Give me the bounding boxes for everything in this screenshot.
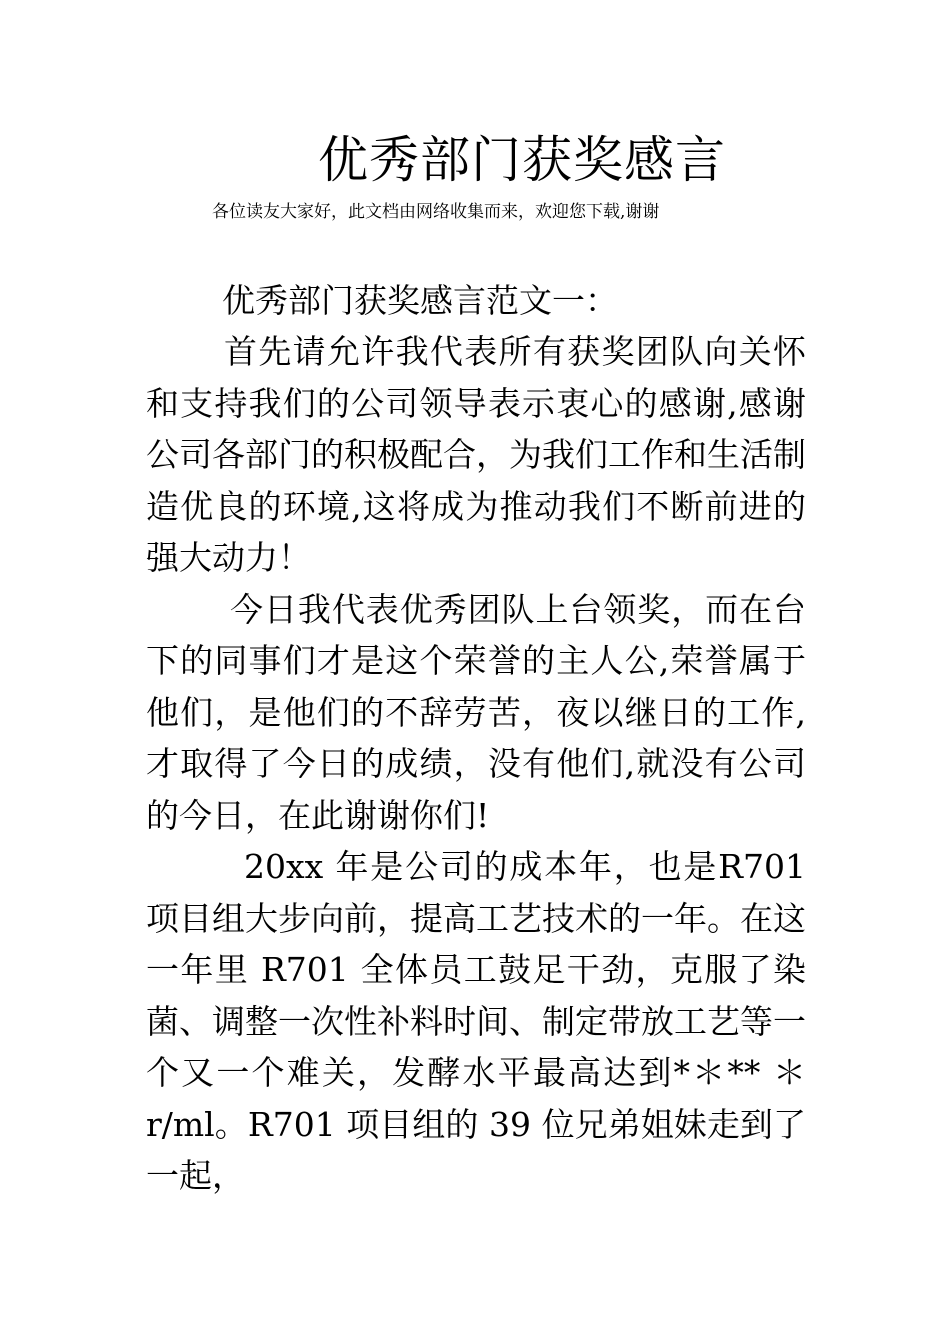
paragraph-3: 20xx 年是公司的成本年，也是R701 项目组大步向前，提高工艺技术的一年。在这一年里 R701 全体员工鼓足干劲，克服了染菌、调整一次性补料时间、制定带放工艺等一个又一个难关，发酵水平最高达到*＊** ＊r/ml。R701 项目组的 39 位兄弟姐妹走到了一起， bbox=[146, 847, 806, 1195]
document-subtitle: 各位读友大家好，此文档由网络收集而来，欢迎您下载,谢谢 bbox=[212, 202, 660, 222]
document-title: 优秀部门获奖感言 bbox=[318, 131, 726, 189]
document-body bbox=[146, 276, 806, 1202]
section-heading: 优秀部门获奖感言范文一： bbox=[222, 281, 618, 320]
paragraph-1: 首先请允许我代表所有获奖团队向关怀和支持我们的公司领导表示衷心的感谢,感谢公司各部门的积极配合，为我们工作和生活制造优良的环境,这将成为推动我们不断前进的强大动力！ bbox=[146, 332, 806, 577]
paragraph-2: 今日我代表优秀团队上台领奖，而在台下的同事们才是这个荣誉的主人公,荣誉属于他们，是他们的不辞劳苦，夜以继日的工作,才取得了今日的成绩，没有他们,就没有公司的今日，在此谢谢你们! bbox=[146, 589, 806, 835]
